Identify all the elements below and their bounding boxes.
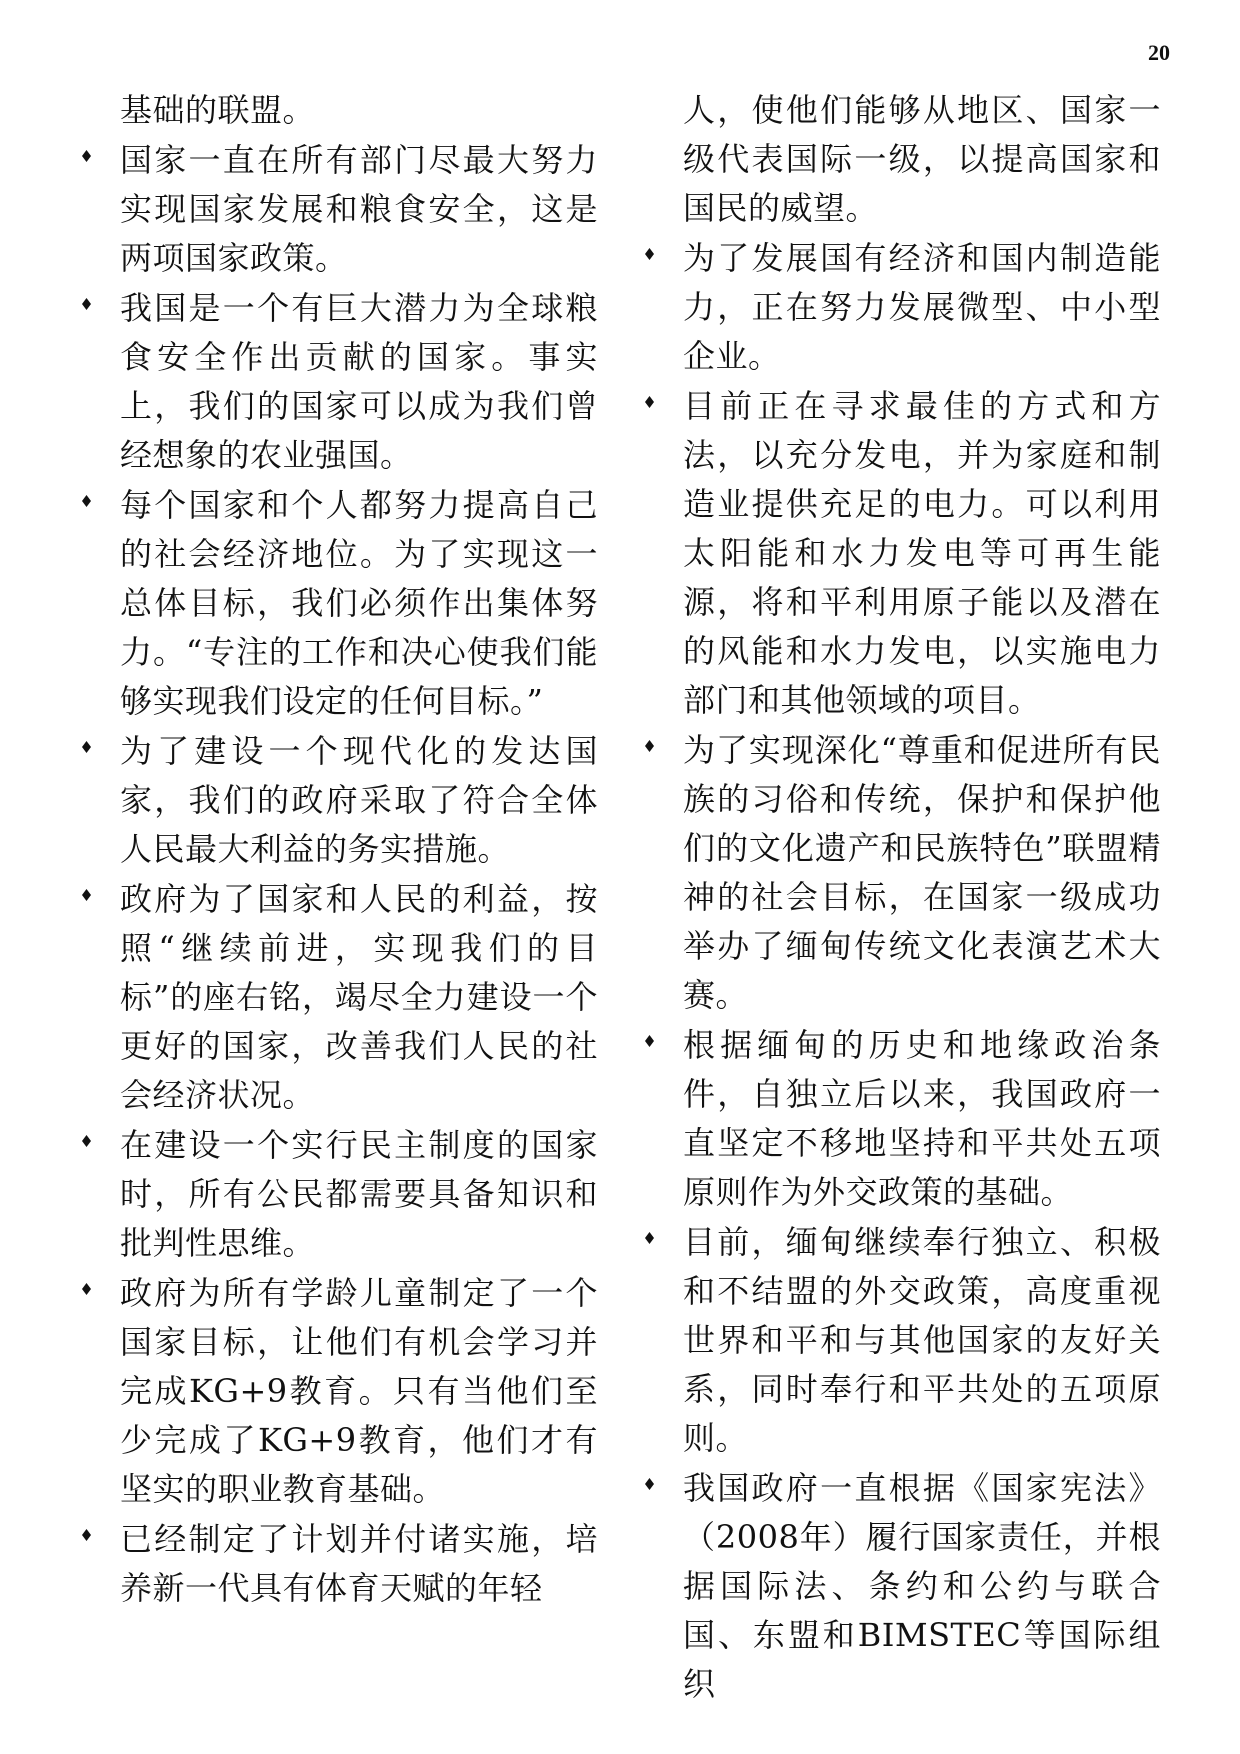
diamond-bullet-icon	[82, 1283, 91, 1295]
bullet-text: 政府为所有学龄儿童制定了一个国家目标，让他们有机会学习并完成KG+9教育。只有当他们至少完成了KG+9教育，他们才有坚实的职业教育基础。	[120, 1274, 598, 1508]
diamond-bullet-icon	[82, 1529, 91, 1541]
diamond-bullet-icon	[645, 396, 654, 408]
bullet-item	[120, 1121, 598, 1268]
diamond-bullet-icon	[645, 1478, 654, 1490]
diamond-bullet-icon	[645, 740, 654, 752]
bullet-text: 在建设一个实行民主制度的国家时，所有公民都需要具备知识和批判性思维。	[120, 1126, 598, 1262]
page-number: 20	[1148, 40, 1170, 65]
bullet-text: 目前，缅甸继续奉行独立、积极和不结盟的外交政策，高度重视世界和平和与其他国家的友好关系，同时奉行和平共处的五项原则。	[683, 1223, 1161, 1457]
bullet-item	[120, 481, 598, 726]
diamond-bullet-icon	[82, 495, 91, 507]
bullet-item	[683, 726, 1161, 1020]
bullet-item	[683, 1021, 1161, 1217]
diamond-bullet-icon	[82, 150, 91, 162]
bullet-text: 根据缅甸的历史和地缘政治条件，自独立后以来，我国政府一直坚定不移地坚持和平共处五项原则作为外交政策的基础。	[683, 1026, 1161, 1211]
bullet-item	[120, 136, 598, 283]
bullet-text: 每个国家和个人都努力提高自己的社会经济地位。为了实现这一总体目标，我们必须作出集体努力。“专注的工作和决心使我们能够实现我们设定的任何目标。”	[120, 486, 598, 720]
bullet-text: 为了建设一个现代化的发达国家，我们的政府采取了符合全体人民最大利益的务实措施。	[120, 732, 598, 868]
bullet-text: 已经制定了计划并付诸实施，培养新一代具有体育天赋的年轻	[120, 1520, 598, 1607]
bullet-text: 为了发展国有经济和国内制造能力，正在努力发展微型、中小型企业。	[683, 239, 1161, 375]
diamond-bullet-icon	[82, 1135, 91, 1147]
right-column	[683, 86, 1161, 1709]
left-column	[120, 86, 598, 1613]
bullet-item	[683, 382, 1161, 725]
bullet-item	[683, 1464, 1161, 1709]
bullet-text: 我国是一个有巨大潜力为全球粮食安全作出贡献的国家。事实上，我们的国家可以成为我们曾经想象的农业强国。	[120, 289, 598, 474]
bullet-item	[683, 1218, 1161, 1463]
bullet-text: 国家一直在所有部门尽最大努力实现国家发展和粮食安全，这是两项国家政策。	[120, 141, 598, 277]
diamond-bullet-icon	[645, 1232, 654, 1244]
bullet-text: 我国政府一直根据《国家宪法》（2008年）履行国家责任，并根据国际法、条约和公约与联合国、东盟和BIMSTEC等国际组织	[683, 1469, 1161, 1703]
bullet-item	[120, 727, 598, 874]
bullet-item	[120, 1515, 598, 1613]
bullet-text: 为了实现深化“尊重和促进所有民族的习俗和传统，保护和保护他们的文化遗产和民族特色”联盟精神的社会目标，在国家一级成功举办了缅甸传统文化表演艺术大赛。	[683, 731, 1161, 1014]
diamond-bullet-icon	[645, 248, 654, 260]
bullet-text: 目前正在寻求最佳的方式和方法，以充分发电，并为家庭和制造业提供充足的电力。可以利用太阳能和水力发电等可再生能源，将和平利用原子能以及潜在的风能和水力发电，以实施电力部门和其他领域的项目。	[683, 387, 1161, 719]
paragraph-continuation: 基础的联盟。	[120, 91, 316, 129]
bullet-item	[683, 234, 1161, 381]
diamond-bullet-icon	[82, 298, 91, 310]
bullet-text: 政府为了国家和人民的利益，按照“继续前进，实现我们的目标”的座右铭，竭尽全力建设一个更好的国家，改善我们人民的社会经济状况。	[120, 880, 598, 1114]
diamond-bullet-icon	[645, 1035, 654, 1047]
paragraph-continuation: 人，使他们能够从地区、国家一级代表国际一级，以提高国家和国民的威望。	[683, 91, 1161, 227]
bullet-item	[120, 1269, 598, 1514]
bullet-item	[120, 875, 598, 1120]
diamond-bullet-icon	[82, 889, 91, 901]
bullet-item	[120, 284, 598, 480]
diamond-bullet-icon	[82, 741, 91, 753]
